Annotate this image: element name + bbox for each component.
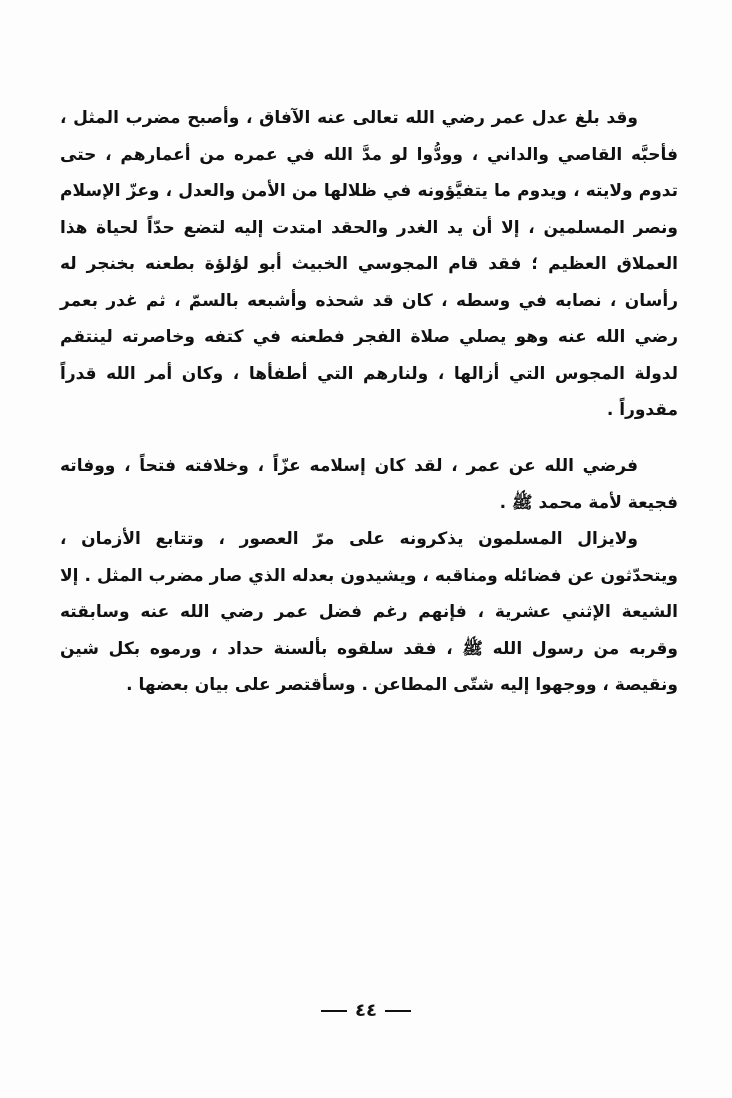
- paragraph-2: فرضي الله عن عمر ، لقد كان إسلامه عزّاً ، وخلافته فتحاً ، ووفاته فجيعة لأمة محمد ﷺ .: [60, 456, 678, 513]
- page-number: ٤٤: [355, 1000, 377, 1021]
- right-dash: [321, 1010, 347, 1012]
- paragraph-1: وقد بلغ عدل عمر رضي الله تعالى عنه الآفاق ، وأصبح مضرب المثل ، فأحبَّه القاصي والداني ، وودُّوا لو مدَّ الله في عمره من أعمارهم ، حتى تدوم ولايته ، ويدوم ما يتفيَّؤونه في ظلالها من الأمن والعدل ، وعزّ الإسلام ونصر المسلمين ، إلا أن يد الغدر والحقد امتدت إليه لتضع حدّاً لحياة هذا العملاق العظيم ؛ فقد قام المجوسي الخبيث أبو لؤلؤة بطعنه بخنجر له رأسان ، نصابه في وسطه ، كان قد شحذه وأشبعه بالسمّ ، ثم غدر بعمر رضي الله عنه وهو يصلي صلاة الفجر فطعنه في كتفه وخاصرته لينتقم لدولة المجوس التي أزالها ، ولنارهم التي أطفأها ، وكان أمر الله قدراً مقدوراً .: [60, 108, 678, 420]
- paragraph-3: ولايزال المسلمون يذكرونه على مرّ العصور ، وتتابع الأزمان ، ويتحدّثون عن فضائله ومناقبه ، ويشيدون بعدله الذي صار مضرب المثل . إلا الشيعة الإثني عشرية ، فإنهم رغم فضل عمر رضي الله عنه وسابقته وقربه من رسول الله ﷺ ، فقد سلقوه بألسنة حداد ، ورموه بكل شين ونقيصة ، ووجهوا إليه شتّى المطاعن . وسأقتصر على بيان بعضها .: [60, 529, 678, 695]
- paragraph-1-container: [60, 100, 678, 429]
- paragraph-2-container: [60, 448, 678, 521]
- paragraph-3-container: [60, 521, 678, 704]
- left-dash: [385, 1010, 411, 1012]
- page-number-footer: [0, 1000, 732, 1021]
